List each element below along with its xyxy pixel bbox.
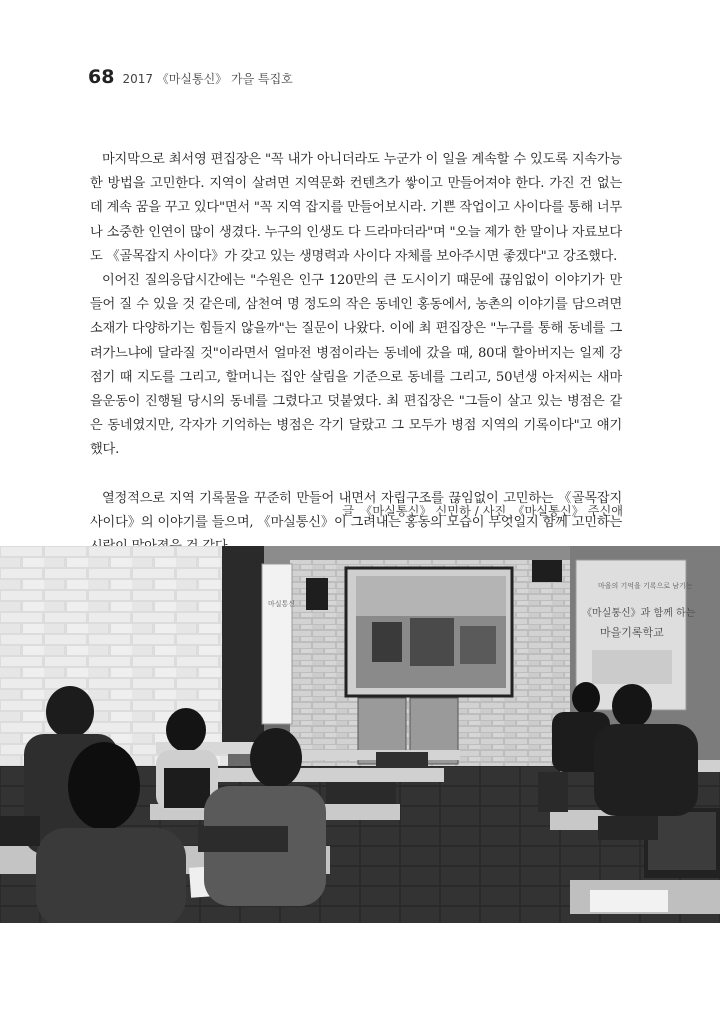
issue-title: 2017 《마실통신》 가을 특집호 <box>122 72 293 86</box>
event-photo <box>0 546 720 923</box>
page-number: 68 <box>88 66 115 88</box>
banner-line-1: 《마실통신》과 함께 하는 <box>582 608 696 619</box>
article-body <box>90 148 622 559</box>
banner-small-text: 마을의 기억을 기록으로 남기는 <box>598 582 693 590</box>
left-banner-text: 마실통신 <box>268 600 296 608</box>
banner-line-2: 마을기록학교 <box>600 626 664 639</box>
byline: 글_《마실통신》 신민하 / 사진_《마실통신》 주신애 <box>342 504 623 518</box>
article-paragraph: 열정적으로 지역 기록물을 꾸준히 만들어 내면서 자립구조를 끊임없이 고민하는 《골목잡지 사이다》의 이야기를 들으며, 《마실통신》이 그려내는 홍동의 모습이 무엇일지 함께 고민하는 <box>90 490 622 530</box>
article-paragraph: 마지막으로 최서영 편집장은 "꼭 내가 아니더라도 누군가 이 일을 계속할 수 있도록 지속가능한 방법을 고민한다. 지역이 살려면 지역문화 컨텐츠가 쌓이고 만들어져야 한다. 가진 건 없는데 계속 꿈을 꾸고 있다"면서 "꼭 지역 잡지를 만들어보시라. 기쁜 작업이고 사이다를 통해 너무나 소중한 인연이 많이 생겼다. 누구의 인생도 다 드라마더라"며 "오늘 제가 한 말이나 자료보다도 《골목잡지 사이다》가 갖고 있는 생명력과 사이다 자체를 보아주시면 좋겠다"고 강조했다. <box>90 152 622 264</box>
page-header <box>88 66 293 88</box>
article-paragraph: 이어진 질의응답시간에는 "수원은 인구 120만의 큰 도시이기 때문에 끊임없이 이야기가 만들어 질 수 있을 것 같은데, 삼천여 명 정도의 작은 동네인 홍동에서, 농촌의 이야기를 담으려면 소재가 다양하기는 힘들지 않을까"는 질문이 나왔다. 이에 최 편집장은 "누구를 통해 동네를 그려가느냐에 달라질 것"이라면서 얼마전 병점이라는 동네에 갔을 때, 80대 할아버지는 일제 강점기 때 지도를 그리고, 할머니는 집안 살림을 기준으로 동네를 그리고, 50년생 아저씨는 새마을운동이 진행될 당시의 동네를 그렸다고 덧붙였다. 최 편집장은 "그들이 살고 있는 병점은 같은 동네였지만, 각자가 기억하는 병점은 각기 달랐고 그 모두가 병점 지역의 기록이다"고 얘기했다. <box>90 273 622 458</box>
